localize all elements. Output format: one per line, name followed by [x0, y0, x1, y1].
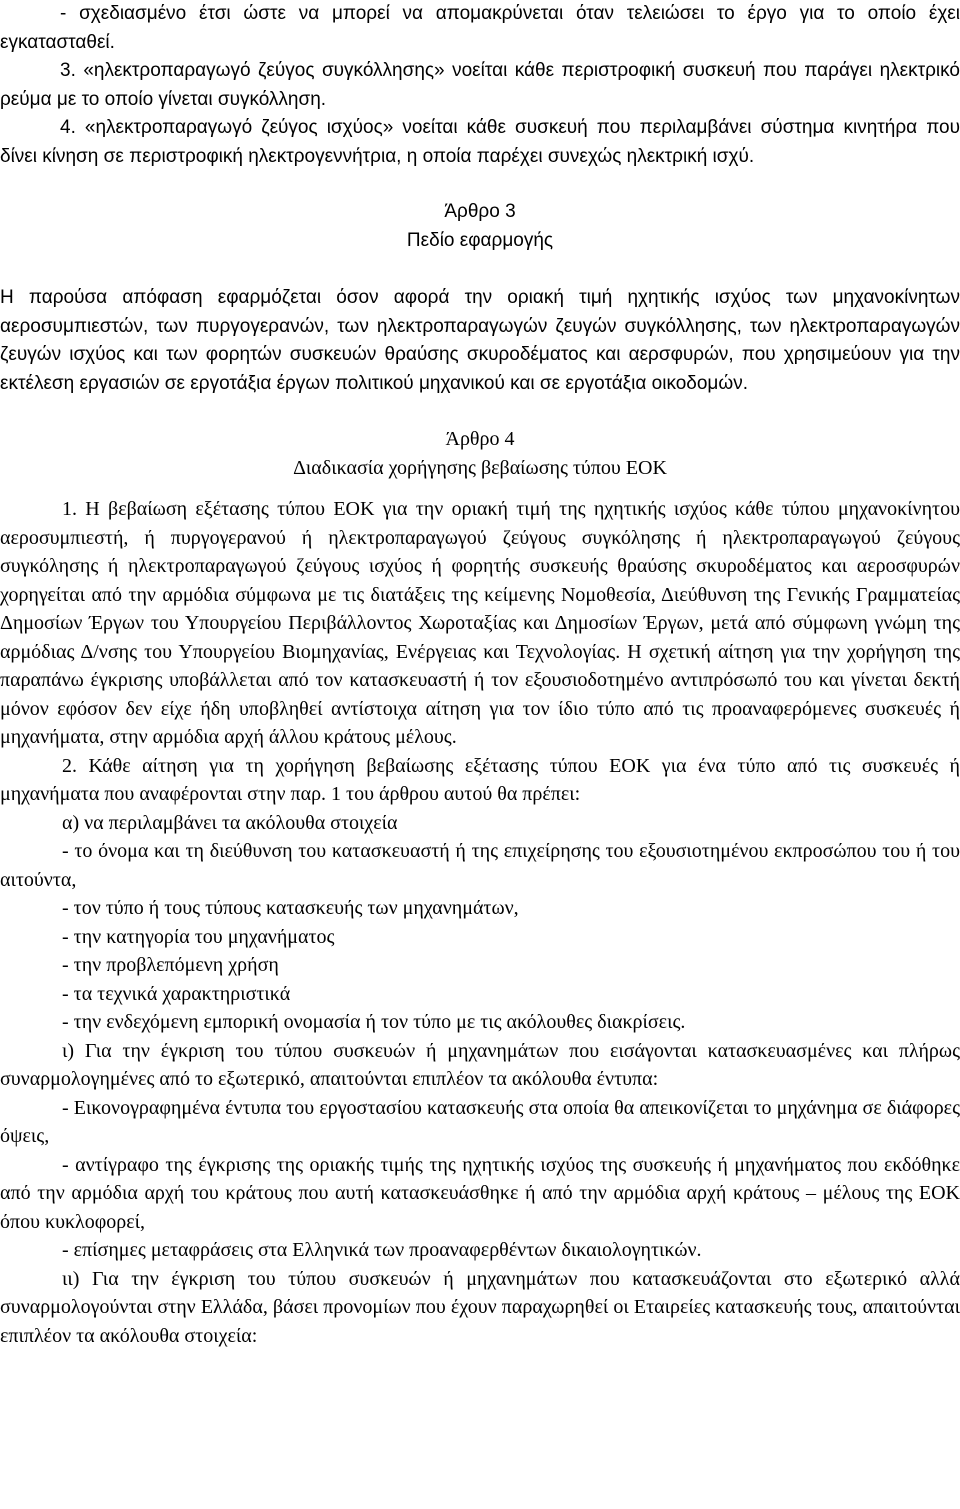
article-3-number: Άρθρο 3 — [444, 201, 516, 222]
item-a: α) να περιλαμβάνει τα ακόλουθα στοιχεία — [62, 811, 398, 834]
article-3-title: Πεδίο εφαρμογής — [406, 229, 554, 251]
article-4 — [0, 425, 960, 1350]
item-a-dash-3: - την κατηγορία του μηχανήματος — [62, 925, 335, 948]
article-3 — [0, 198, 960, 398]
item-ii: ιι) Για την έγκριση του τύπου συσκευών ή μηχανημάτων που κατασκευάζονται στο εξωτερικό αλλά συναρμολογούνται στην Ελλάδα, βάσει προνομίων που έχουν παραχωρηθεί οι Εταιρείες κατασκευής τους, απαιτούνται επιπλέον τα ακόλουθα στοιχεία: — [0, 1267, 960, 1347]
article-3-body: Η παρούσα απόφαση εφαρμόζεται όσον αφορά την οριακή τιμή ηχητικής ισχύος των μηχανοκίνητων αεροσυμπιεστών, των πυργογερανών, των ηλεκτροπαραγωγών ζευγών συγκόλλησης, των ηλεκτροπαραγωγών ζευγών ισχύος και των φορητών συσκευών θραύσης σκυροδέματος και αερσφυρών, που χρησιμεύουν για την εκτέλεση εργασιών σε εργοτάξια έργων πολιτικού μηχανικού και σε εργοτάξια οικοδομών. — [0, 287, 960, 394]
item-i-dash-3: - επίσημες μεταφράσεις στα Ελληνικά των προαναφερθέντων δικαιολογητικών. — [62, 1239, 702, 1261]
article-4-title: Διαδικασία χορήγησης βεβαίωσης τύπου ΕΟΚ — [293, 456, 667, 479]
item-a-dash-5: - τα τεχνικά χαρακτηριστικά — [62, 982, 291, 1005]
article-4-paragraph-2: 2. Κάθε αίτηση για τη χορήγηση βεβαίωσης εξέτασης τύπου ΕΟΚ για ένα τύπο από τις συσκευές ή μηχανήματα που αναφέρονται στην παρ. 1 του άρθρου αυτού θα πρέπει: — [0, 754, 960, 805]
item-i-dash-1: - Εικονογραφημένα έντυπα του εργοστασίου κατασκευής στα οποία θα απεικονίζεται το μηχάνημα σε διάφορες όψεις, — [0, 1096, 960, 1147]
item-a-dash-4: - την προβλεπόμενη χρήση — [62, 954, 279, 976]
item-a-dash-6: - την ενδεχόμενη εμπορική ονομασία ή τον τύπο με τις ακόλουθες διακρίσεις. — [62, 1011, 686, 1033]
article-4-number: Άρθρο 4 — [445, 428, 515, 450]
item-i: ι) Για την έγκριση του τύπου συσκευών ή μηχανημάτων που εισάγονται κατασκευασμένες και πλήρως συναρμολογημένες από το εξωτερικό, απαιτούνται επιπλέον τα ακόλουθα έντυπα: — [0, 1039, 960, 1090]
item-i-dash-2: - αντίγραφο της έγκρισης της οριακής τιμής της ηχητικής ισχύος της συσκευής ή μηχανήματος που εκδόθηκε από την αρμόδια αρχή του κράτους που αυτή κατασκευάσθηκε ή από την αρμόδια αρχή κράτους – μέλους της ΕΟΚ όπου κυκλοφορεί, — [0, 1153, 960, 1233]
item-a-dash-2: - τον τύπο ή τους τύπους κατασκευής των μηχανημάτων, — [62, 897, 519, 919]
definition-removable-line: - σχεδιασμένο έτσι ώστε να μπορεί να απομακρύνεται όταν τελειώσει το έργο για το οποίο έχει εγκατασταθεί. — [0, 3, 960, 53]
definition-4: 4. «ηλεκτροπαραγωγό ζεύγος ισχύος» νοείται κάθε συσκευή που περιλαμβάνει σύστημα κινητήρα που δίνει κίνηση σε περιστροφική ηλεκτρογεννήτρια, η οποία παρέχει συνεχώς ηλεκτρική ισχύ. — [0, 117, 960, 167]
definition-3: 3. «ηλεκτροπαραγωγό ζεύγος συγκόλλησης» νοείται κάθε περιστροφική συσκευή που παράγει ηλεκτρικό ρεύμα με το οποίο γίνεται συγκόλληση. — [0, 60, 960, 110]
article-4-paragraph-1: 1. Η βεβαίωση εξέτασης τύπου ΕΟΚ για την οριακή τιμή της ηχητικής ισχύος κάθε τύπου μηχανοκίνητου αεροσυμπιεστή, ή πυργογερανού ή ηλεκτροπαραγωγού ζεύγους συγκόλησης ή ηλεκτροπαραγωγού ζεύγους συγκόλησης ή ηλεκτροπαραγωγού ζεύγους ισχύος ή φορητής συσκευής θραύσης σκυροδέματος και αεροσφυρών χορηγείται από την αρμόδια σύμφωνα με τις διατάξεις της κείμενης Νομοθεσία, Διεύθυνση της Γενικής Γραμματείας Δημοσίων Έργων του Υπουργείου Περιβάλλοντος Χωροταξίας και Δημοσίων Έργων, μετά από σύμφωνη γνώμη της αρμόδιας Δ/νσης του Υπουργείου Βιομηχανίας, Ενέργειας και Τεχνολογίας. Η σχετική αίτηση για την χορήγηση της παραπάνω έγκρισης υποβάλλεται από τον κατασκευαστή ή τον εξουσιοδοτημένο αντιπρόσωπό του και γίνεται δεκτή μόνον εφόσον δεν είχε ήδη υποβληθεί αντίστοιχα αίτηση για τον ίδιο τύπο από τις προαναφερόμενες συσκευές ή μηχανήματα, στην αρμόδια αρχή άλλου κράτους μέλους. — [0, 498, 960, 748]
definitions-section — [0, 0, 960, 171]
item-a-dash-1: - το όνομα και τη διεύθυνση του κατασκευαστή ή της επιχείρησης του εξουσιοτημένου εκπροσώπου του ή του αιτούντα, — [0, 840, 960, 891]
